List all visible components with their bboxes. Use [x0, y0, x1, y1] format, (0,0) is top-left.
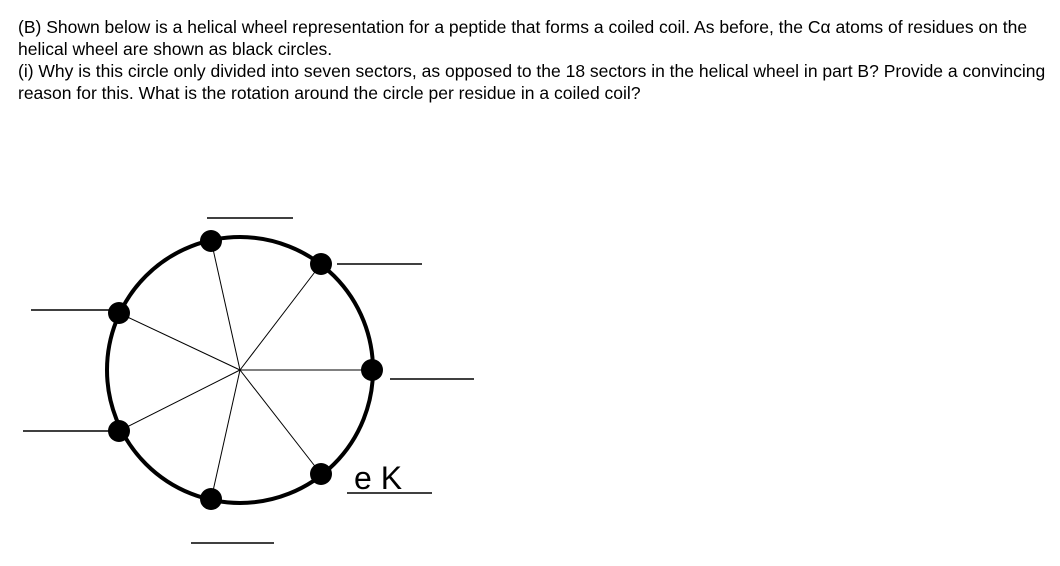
- spoke-5: [211, 370, 240, 500]
- spoke-1: [211, 240, 240, 370]
- residue-dot-3: [361, 359, 383, 381]
- question-intro: (B) Shown below is a helical wheel representation for a peptide that forms a coiled coil. As before, the Cα atoms of residues on the helical wheel are shown as black circles.: [18, 17, 1028, 59]
- spoke-2: [240, 264, 321, 370]
- residue-dot-2: [310, 253, 332, 275]
- spoke-4: [240, 370, 321, 474]
- residue-dot-1: [200, 230, 222, 252]
- residue-dot-5: [200, 488, 222, 510]
- residue-dot-6: [108, 420, 130, 442]
- residue-dot-7: [108, 302, 130, 324]
- question-part-i: (i) Why is this circle only divided into seven sectors, as opposed to the 18 sectors in the helical wheel in part B? Provide a convincing reason for this. What is the rotation around the circle per residue in a coiled coil?: [18, 61, 1046, 103]
- spoke-6: [119, 370, 240, 431]
- spoke-7: [119, 313, 240, 370]
- answer-label-e-k: e K: [354, 460, 403, 496]
- residue-dot-4: [310, 463, 332, 485]
